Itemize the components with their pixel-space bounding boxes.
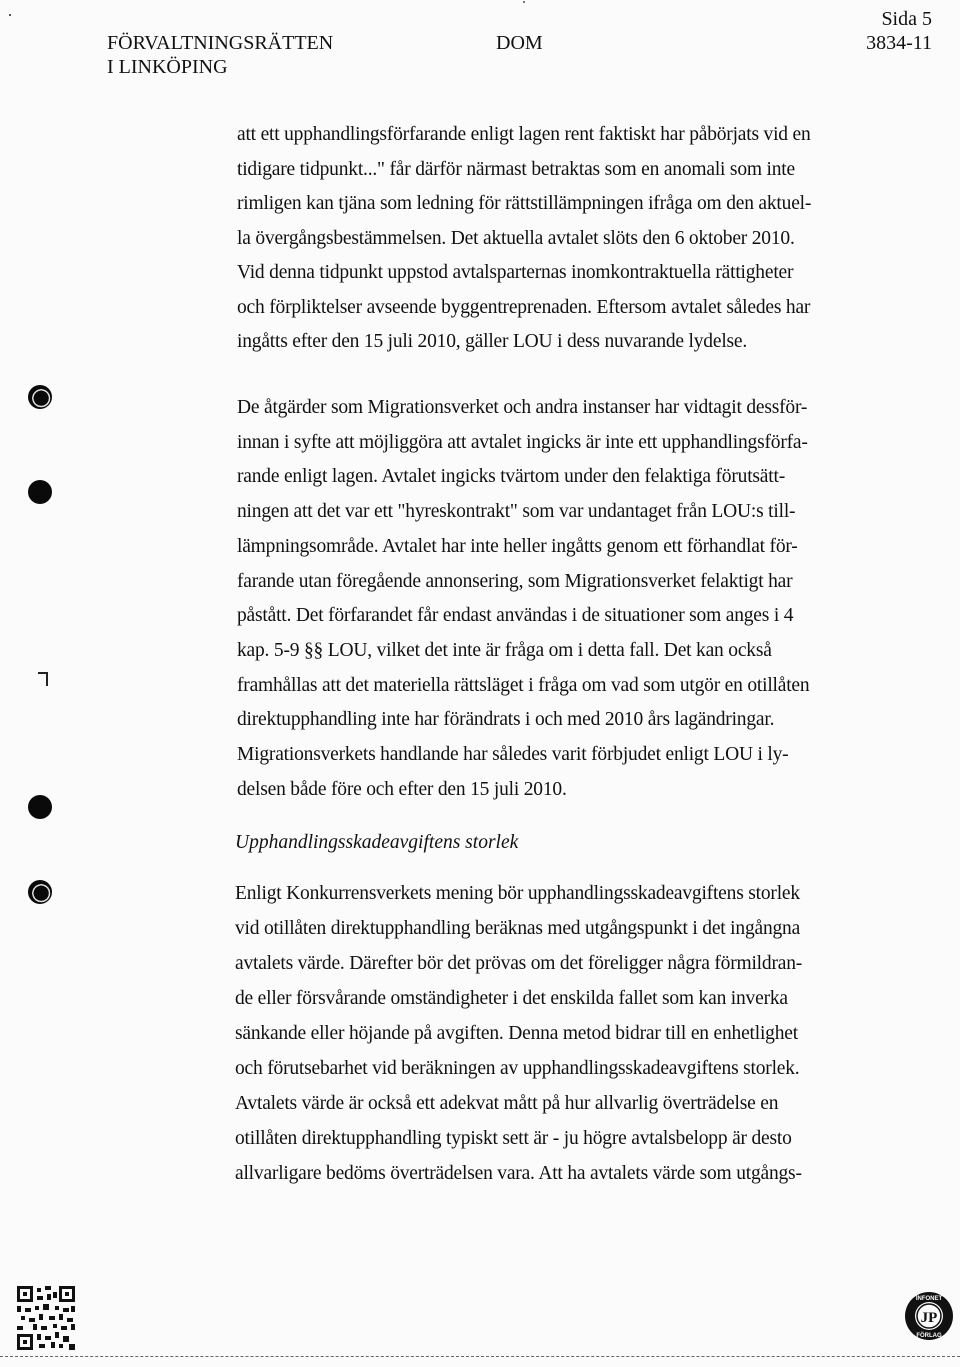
punch-hole-icon [28, 795, 52, 819]
text-line: innan i syfte att möjliggöra att avtalet ingicks är inte ett upphandlingsförfa- [237, 431, 808, 453]
text-line: framhållas att det materiella rättsläget i fråga om vad som utgör en otillåten [237, 674, 810, 696]
text-line: kap. 5-9 §§ LOU, vilket det inte är fråga om i detta fall. Det kan också [237, 639, 772, 661]
court-name-line-1: FÖRVALTNINGSRÄTTEN [107, 32, 334, 54]
publisher-seal-logo [903, 1282, 955, 1350]
bottom-edge-line [0, 1356, 960, 1357]
punch-hole-icon [28, 480, 52, 504]
paragraph-3 [235, 876, 845, 1191]
text-line: ningen att det var ett "hyreskontrakt" som var undantaget från LOU:s till- [237, 501, 796, 523]
case-number: 3834-11 [866, 32, 932, 54]
court-name-line-2: I LINKÖPING [107, 56, 228, 78]
punch-hole-icon [28, 880, 52, 904]
text-line: vid otillåten direktupphandling beräknas med utgångspunkt i det ingångna [235, 918, 801, 939]
text-line: påstått. Det förfarandet får endast användas i de situationer som anges i 4 [237, 605, 794, 627]
paragraph-1 [237, 118, 847, 360]
text-line: att ett upphandlingsförfarande enligt lagen rent faktiskt har påbörjats vid en [237, 124, 811, 145]
svg-text:INFONET: INFONET [915, 1296, 943, 1302]
text-line: farande utan föregående annonsering, som Migrationsverket felaktigt har [237, 570, 793, 592]
text-line: tidigare tidpunkt..." får därför närmast betraktas som en anomali som inte [237, 158, 795, 180]
paragraph-2 [237, 391, 847, 807]
text-line: Enligt Konkurrensverkets mening bör upphandlingsskadeavgiftens storlek [235, 883, 800, 904]
text-line: Avtalets värde är också ett adekvat mått på hur allvarlig överträdelse en [235, 1093, 779, 1114]
section-heading: Upphandlingsskadeavgiftens storlek [235, 832, 519, 853]
punch-hole-icon [28, 385, 52, 409]
scan-speck [9, 14, 11, 16]
qr-code-icon [17, 1286, 75, 1350]
text-line: och förpliktelser avseende byggentreprenaden. Eftersom avtalet således har [237, 296, 811, 318]
text-line: sänkande eller höjande på avgiften. Denna metod bidrar till en enhetlighet [235, 1023, 798, 1044]
text-line: delsen både före och efter den 15 juli 2010. [237, 778, 567, 800]
svg-text:FÖRLAG: FÖRLAG [916, 1333, 942, 1339]
svg-text:JP: JP [920, 1310, 938, 1326]
text-line: allvarligare bedöms överträdelsen vara. Att ha avtalets värde som utgångs- [235, 1163, 802, 1184]
text-line: rimligen kan tjäna som ledning för rättstillämpningen ifråga om den aktuel- [237, 193, 812, 214]
text-line: Migrationsverkets handlande har således varit förbjudet enligt LOU i ly- [237, 744, 789, 766]
text-line: ingåtts efter den 15 juli 2010, gäller LOU i dess nuvarande lydelse. [237, 331, 748, 352]
page-number: Sida 5 [881, 8, 932, 30]
text-line: direktupphandling inte har förändrats i och med 2010 års lagändringar. [237, 709, 775, 731]
text-line: de eller försvårande omständigheter i det enskilda fallet som kan inverka [235, 988, 788, 1009]
court-name [107, 31, 333, 79]
text-line: och förutsebarhet vid beräkningen av upphandlingsskadeavgiftens storlek. [235, 1058, 800, 1079]
text-line: avtalets värde. Därefter bör det prövas om det föreligger några förmildran- [235, 953, 803, 974]
document-type: DOM [496, 32, 543, 54]
text-line: lämpningsområde. Avtalet har inte heller ingåtts genom ett förhandlat för- [237, 535, 798, 557]
text-line: De åtgärder som Migrationsverket och andra instanser har vidtagit dessför- [237, 397, 808, 418]
page-info [866, 7, 932, 55]
text-line: Vid denna tidpunkt uppstod avtalsparternas inomkontraktuella rättigheter [237, 262, 794, 283]
text-line: la övergångsbestämmelsen. Det aktuella avtalet slöts den 6 oktober 2010. [237, 227, 795, 249]
scan-speck [523, 1, 525, 3]
margin-mark [38, 672, 48, 686]
text-line: otillåten direktupphandling typiskt sett är - ju högre avtalsbelopp är desto [235, 1128, 792, 1149]
text-line: rande enligt lagen. Avtalet ingicks tvärtom under den felaktiga förutsätt- [237, 466, 785, 488]
